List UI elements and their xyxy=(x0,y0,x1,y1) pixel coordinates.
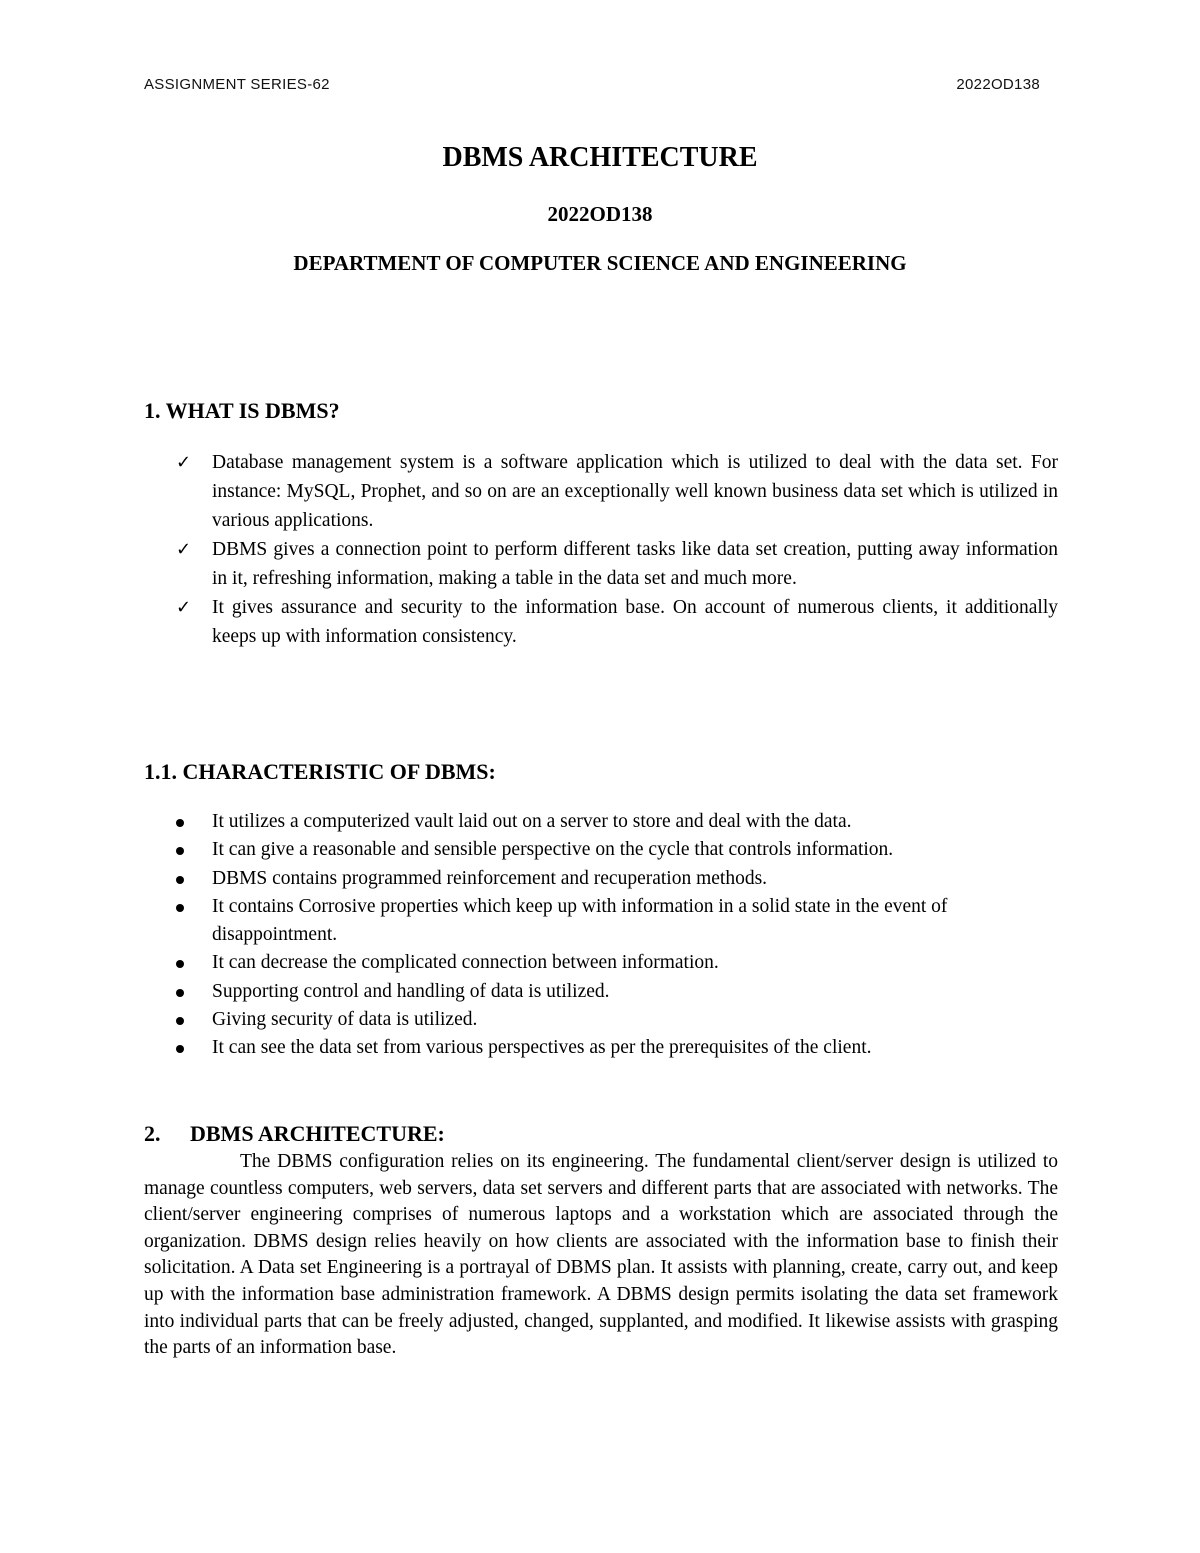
list-item-text: It utilizes a computerized vault laid out on a server to store and deal with the data. xyxy=(212,811,852,832)
header-right: 2022OD138 xyxy=(956,76,1040,93)
bullet-icon xyxy=(176,876,184,884)
bullet-icon xyxy=(176,960,184,968)
list-item xyxy=(144,865,1058,893)
header-left: ASSIGNMENT SERIES-62 xyxy=(144,76,330,93)
department-name: DEPARTMENT OF COMPUTER SCIENCE AND ENGINEERING xyxy=(293,251,907,275)
list-item xyxy=(144,448,1058,535)
list-item-text: Supporting control and handling of data is utilized. xyxy=(212,980,610,1002)
list-item xyxy=(144,593,1058,651)
list-item xyxy=(144,949,1058,977)
bullet-icon xyxy=(176,1045,184,1053)
bullet-icon xyxy=(176,1017,184,1025)
bullet-icon xyxy=(176,819,184,827)
list-item-text: DBMS contains programmed reinforcement and recuperation methods. xyxy=(212,867,768,889)
section-1-1-heading: 1.1. CHARACTERISTIC OF DBMS: xyxy=(144,759,496,784)
list-item xyxy=(144,535,1058,593)
list-item-text: It contains Corrosive properties which keep up with information in a solid state in the event of disappointment. xyxy=(212,895,948,946)
list-item xyxy=(144,978,1058,1006)
list-item xyxy=(144,836,1058,864)
list-item-text: Database management system is a software application which is utilized to deal with the data set. For instance: MySQL, Prophet, and so on are an exceptionally well known business data set which is utilized in various applications. xyxy=(212,452,1058,531)
list-item xyxy=(144,1034,1058,1062)
bullet-icon xyxy=(176,847,184,855)
bullet-icon xyxy=(176,989,184,997)
list-item-text: It can give a reasonable and sensible perspective on the cycle that controls information. xyxy=(212,839,894,861)
section-2-heading xyxy=(144,1121,445,1147)
checkmark-icon: ✓ xyxy=(176,539,192,560)
list-item-text: Giving security of data is utilized. xyxy=(212,1009,478,1031)
section-2-number: 2. xyxy=(144,1121,161,1146)
section-2-paragraph: The DBMS configuration relies on its engineering. The fundamental client/server design is utilized to manage countless computers, web servers, data set servers and different parts that are associated with networks. The client/server engineering comprises of numerous laptops and a workstation which are associated through the organization. DBMS design relies heavily on how clients are associated with the information base to finish their solicitation. A Data set Engineering is a portrayal of DBMS plan. It assists with planning, create, carry out, and keep up with the information base administration framework. A DBMS design permits isolating the data set framework into individual parts that can be freely adjusted, changed, supplanted, and modified. It likewise assists with grasping the parts of an information base. xyxy=(144,1151,1058,1359)
section-1-1-bullet-list xyxy=(144,808,1058,1063)
section-1-heading: 1. WHAT IS DBMS? xyxy=(144,398,340,423)
checkmark-icon: ✓ xyxy=(176,597,192,618)
list-item-text: DBMS gives a connection point to perform different tasks like data set creation, putting away information in it, refreshing information, making a table in the data set and much more. xyxy=(212,539,1058,589)
section-2-title: DBMS ARCHITECTURE: xyxy=(190,1121,445,1146)
list-item-text: It can see the data set from various perspectives as per the prerequisites of the client. xyxy=(212,1037,872,1059)
checkmark-icon: ✓ xyxy=(176,452,192,473)
list-item xyxy=(144,808,1058,836)
list-item-text: It gives assurance and security to the information base. On account of numerous clients, it additionally keeps up with information consistency. xyxy=(212,597,1058,647)
document-title: DBMS ARCHITECTURE xyxy=(442,142,758,173)
list-item xyxy=(144,893,1058,950)
list-item-text: It can decrease the complicated connection between information. xyxy=(212,952,719,974)
list-item xyxy=(144,1006,1058,1034)
section-1-checklist xyxy=(144,448,1058,651)
document-id: 2022OD138 xyxy=(547,202,653,226)
bullet-icon xyxy=(176,904,184,912)
